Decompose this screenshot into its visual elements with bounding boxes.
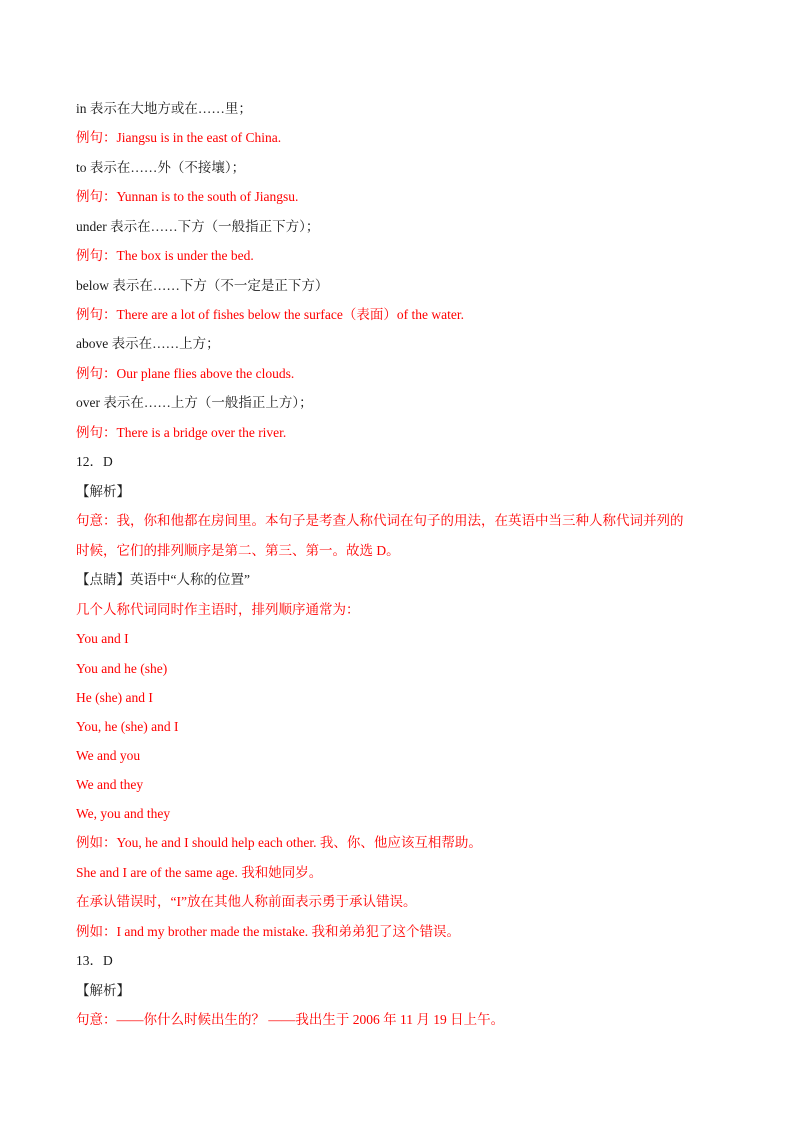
text-line: 例句：Jiangsu is in the east of China. <box>76 130 282 145</box>
text-line: You and I <box>76 631 129 646</box>
text-line: He (she) and I <box>76 690 153 705</box>
text-line: under 表示在……下方（一般指正下方）； <box>76 219 320 234</box>
text-line: We and they <box>76 777 144 792</box>
question-number: 13．D <box>76 953 113 968</box>
section-heading: 【解析】 <box>76 484 130 499</box>
text-line: 时候，它们的排列顺序是第二、第三、第一。故选 D。 <box>76 543 400 558</box>
section-heading: 【解析】 <box>76 983 130 998</box>
text-line: to 表示在……外（不接壤）； <box>76 160 246 175</box>
text-line: She and I are of the same age. 我和她同岁。 <box>76 865 323 880</box>
text-line: 句意：我，你和他都在房间里。本句子是考查人称代词在句子的用法，在英语中当三种人称代词并列的 <box>76 513 684 528</box>
section-heading: 【点睛】英语中“人称的位置” <box>76 572 250 587</box>
text-line: 在承认错误时，“I”放在其他人称前面表示勇于承认错误。 <box>76 894 417 909</box>
text-line: 几个人称代词同时作主语时，排列顺序通常为： <box>76 602 360 617</box>
text-line: 例句：The box is under the bed. <box>76 248 254 263</box>
text-line: 例句：Our plane flies above the clouds. <box>76 366 295 381</box>
text-line: 例句：There are a lot of fishes below the surface（表面）of the water. <box>76 307 464 322</box>
text-line: 句意：——你什么时候出生的？ ——我出生于 2006 年 11 月 19 日上午。 <box>76 1012 505 1027</box>
text-line: 例句：There is a bridge over the river. <box>76 425 287 440</box>
question-number: 12．D <box>76 454 113 469</box>
text-line: You, he (she) and I <box>76 719 179 734</box>
text-line: You and he (she) <box>76 661 168 676</box>
text-line: below 表示在……下方（不一定是正下方） <box>76 278 329 293</box>
text-line: 例如：I and my brother made the mistake. 我和弟弟犯了这个错误。 <box>76 924 460 939</box>
text-line: We, you and they <box>76 806 171 821</box>
text-line: We and you <box>76 748 141 763</box>
text-line: 例如：You, he and I should help each other. 我、你、他应该互相帮助。 <box>76 835 482 850</box>
text-line: in 表示在大地方或在……里； <box>76 101 252 116</box>
text-line: 例句：Yunnan is to the south of Jiangsu. <box>76 189 299 204</box>
text-line: above 表示在……上方； <box>76 336 220 351</box>
text-line: over 表示在……上方（一般指正上方）； <box>76 395 313 410</box>
